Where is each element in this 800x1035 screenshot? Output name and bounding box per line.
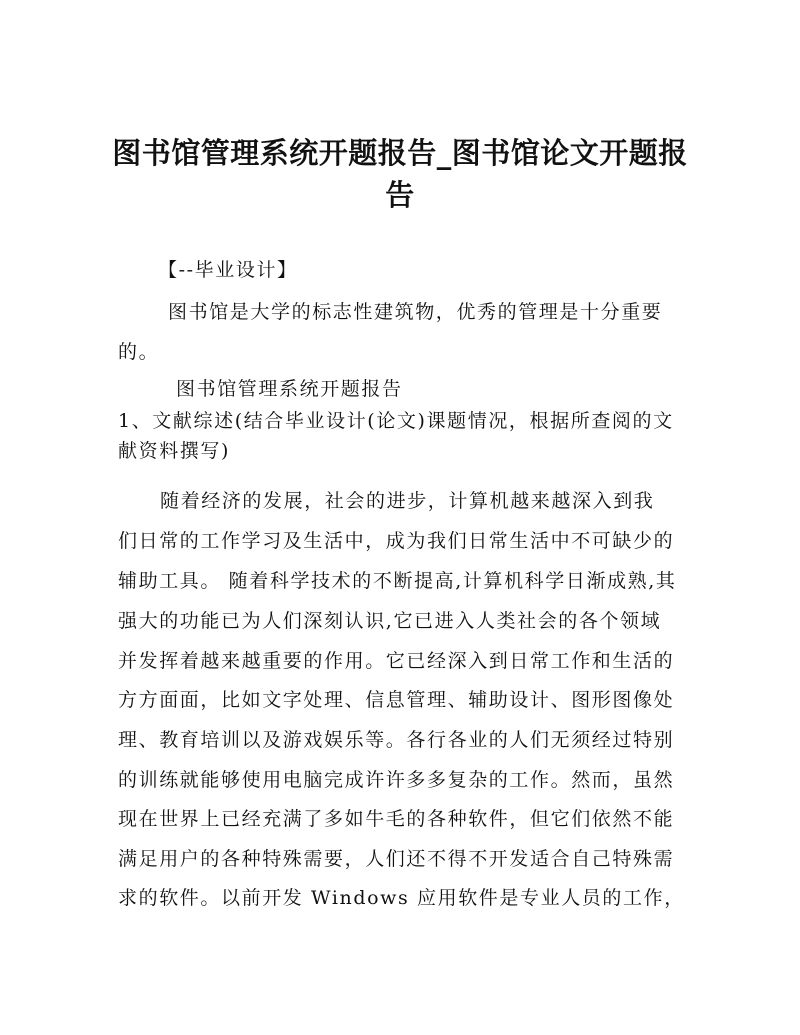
intro-line: 的。 <box>118 341 160 363</box>
document-title: 图书馆管理系统开题报告_图书馆论文开题报告 <box>112 136 688 212</box>
body-line: 现在世界上已经充满了多如牛毛的各种软件，但它们依然不能 <box>118 808 675 830</box>
body-line: 并发挥着越来越重要的作用。它已经深入到日常工作和生活的 <box>118 650 675 672</box>
body-line: 理、教育培训以及游戏娱乐等。各行各业的人们无须经过特别 <box>118 729 675 751</box>
category-tag: 【--毕业设计】 <box>158 259 298 281</box>
report-subtitle: 图书馆管理系统开题报告 <box>176 378 403 400</box>
body-line: 求的软件。以前开发 Windows 应用软件是专业人员的工作， <box>118 887 685 909</box>
section-heading-line: 献资料撰写) <box>118 440 231 462</box>
body-line: 满足用户的各种特殊需要，人们还不得不开发适合自己特殊需 <box>118 848 675 870</box>
body-line: 随着经济的发展，社会的进步，计算机越来越深入到我 <box>160 490 655 512</box>
intro-line: 图书馆是大学的标志性建筑物，优秀的管理是十分重要 <box>168 301 663 323</box>
body-line: 辅助工具。 随着科学技术的不断提高,计算机科学日渐成熟,其 <box>118 570 677 592</box>
body-line: 方方面面，比如文字处理、信息管理、辅助设计、图形图像处 <box>118 689 675 711</box>
body-line: 强大的功能已为人们深刻认识,它已进入人类社会的各个领域 <box>118 610 662 632</box>
section-heading-line: 1、文献综述(结合毕业设计(论文)课题情况，根据所查阅的文 <box>118 410 674 432</box>
body-line: 的训练就能够使用电脑完成许许多多复杂的工作。然而，虽然 <box>118 769 675 791</box>
body-line: 们日常的工作学习及生活中，成为我们日常生活中不可缺少的 <box>118 530 675 552</box>
